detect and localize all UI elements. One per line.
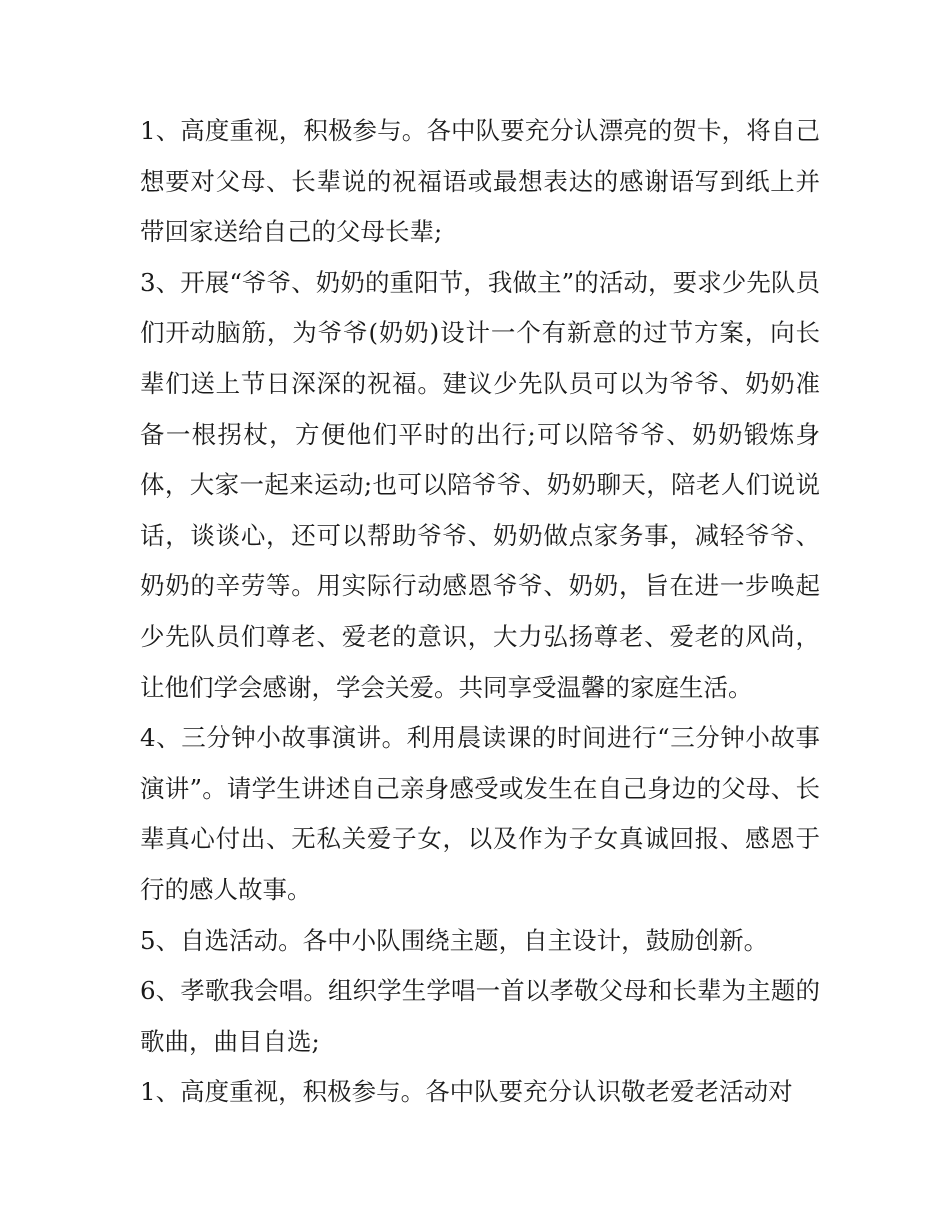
paragraph-4: 5、自选活动。各中小队围绕主题，自主设计，鼓励创新。 (140, 925, 769, 955)
paragraph-3: 4、三分钟小故事演讲。利用晨读课的时间进行“三分钟小故事演讲”。请学生讲述自己亲身感受或发生在自己身边的父母、长辈真心付出、无私关爱子女，以及作为子女真诚回报、感恩于行的感人故事。 (140, 723, 820, 904)
paragraph-6: 1、高度重视，积极参与。各中队要充分认识敬老爱老活动对 (140, 1077, 793, 1107)
paragraph-1: 1、高度重视，积极参与。各中队要充分认漂亮的贺卡，将自己想要对父母、长辈说的祝福语或最想表达的感谢语写到纸上并带回家送给自己的父母长辈; (140, 116, 820, 247)
paragraph-5: 6、孝歌我会唱。组织学生学唱一首以孝敬父母和长辈为主题的歌曲，曲目自选; (140, 976, 820, 1056)
document-body (140, 106, 820, 1118)
paragraph-2: 3、开展“爷爷、奶奶的重阳节，我做主”的活动，要求少先队员们开动脑筋，为爷爷(奶奶)设计一个有新意的过节方案，向长辈们送上节日深深的祝福。建议少先队员可以为爷爷、奶奶准备一根拐杖，方便他们平时的出行;可以陪爷爷、奶奶锻炼身体，大家一起来运动;也可以陪爷爷、奶奶聊天，陪老人们说说话，谈谈心，还可以帮助爷爷、奶奶做点家务事，减轻爷爷、奶奶的辛劳等。用实际行动感恩爷爷、奶奶，旨在进一步唤起少先队员们尊老、爱老的意识，大力弘扬尊老、爱老的风尚，让他们学会感谢，学会关爱。共同享受温馨的家庭生活。 (140, 267, 820, 702)
